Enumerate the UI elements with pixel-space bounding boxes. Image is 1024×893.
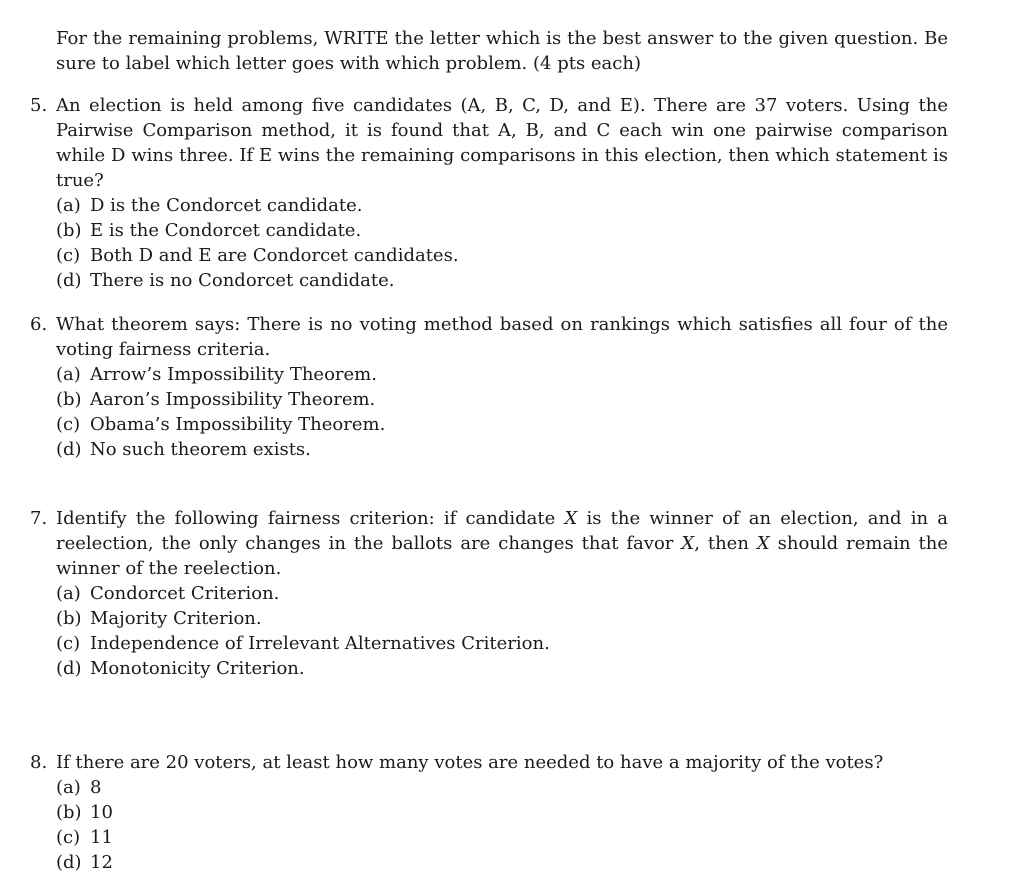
option-label: (c) bbox=[56, 414, 81, 435]
problem-stem: What theorem says: There is no voting method based on rankings which satisfies all four of the voting fairness criteria. bbox=[56, 314, 948, 360]
variable-x: X bbox=[564, 508, 578, 529]
option-text: Independence of Irrelevant Alternatives Criterion. bbox=[90, 633, 550, 654]
option-text: There is no Condorcet candidate. bbox=[90, 270, 395, 291]
problem-number: 8. bbox=[30, 752, 48, 773]
option-label: (c) bbox=[56, 827, 81, 848]
problem-stem: An election is held among five candidates (A, B, C, D, and E). There are 37 voters. Using the Pairwise Comparison method, it is found that A, B, and C each win one pairwise comparison while D wins three. If E wins the remaining comparisons in this election, then which statement is true? bbox=[56, 95, 948, 191]
option-text: Condorcet Criterion. bbox=[90, 583, 280, 604]
option-text: Aaron’s Impossibility Theorem. bbox=[90, 389, 376, 410]
problem-number: 5. bbox=[30, 95, 48, 116]
option-label: (a) bbox=[56, 777, 81, 798]
option-label: (d) bbox=[56, 658, 82, 679]
option-b bbox=[56, 606, 948, 631]
option-d bbox=[56, 656, 948, 681]
option-label: (c) bbox=[56, 245, 81, 266]
stem-text: is the winner of an election, and in a reelection, the only changes in the ballots are changes that favor bbox=[56, 508, 948, 554]
option-text: 8 bbox=[90, 777, 102, 798]
option-text: No such theorem exists. bbox=[90, 439, 311, 460]
option-c bbox=[56, 631, 948, 656]
option-a bbox=[56, 775, 948, 800]
option-label: (b) bbox=[56, 802, 82, 823]
option-a bbox=[56, 581, 948, 606]
option-label: (d) bbox=[56, 270, 82, 291]
option-a bbox=[56, 362, 948, 387]
option-label: (d) bbox=[56, 852, 82, 873]
stem-text: should remain the winner of the reelection. bbox=[56, 533, 948, 579]
answer-options bbox=[56, 581, 948, 681]
option-c bbox=[56, 243, 948, 268]
problem-6 bbox=[30, 312, 948, 462]
problem-8 bbox=[30, 750, 948, 875]
option-text: 10 bbox=[90, 802, 113, 823]
option-a bbox=[56, 193, 948, 218]
problem-number: 6. bbox=[30, 314, 48, 335]
option-b bbox=[56, 218, 948, 243]
option-d bbox=[56, 268, 948, 293]
option-label: (b) bbox=[56, 389, 82, 410]
answer-options bbox=[56, 775, 948, 875]
stem-text: , then bbox=[694, 533, 757, 554]
option-label: (d) bbox=[56, 439, 82, 460]
variable-x: X bbox=[681, 533, 695, 554]
option-label: (a) bbox=[56, 583, 81, 604]
option-b bbox=[56, 800, 948, 825]
problem-stem bbox=[56, 506, 948, 581]
option-label: (b) bbox=[56, 608, 82, 629]
option-label: (a) bbox=[56, 195, 81, 216]
answer-options bbox=[56, 362, 948, 462]
option-label: (b) bbox=[56, 220, 82, 241]
answer-options bbox=[56, 193, 948, 293]
instructions-paragraph: For the remaining problems, WRITE the letter which is the best answer to the given question. Be sure to label which letter goes with which problem. (4 pts each) bbox=[56, 28, 948, 74]
option-text: Majority Criterion. bbox=[90, 608, 262, 629]
variable-x: X bbox=[756, 533, 770, 554]
problem-stem: If there are 20 voters, at least how many votes are needed to have a majority of the votes? bbox=[56, 752, 884, 773]
option-text: Obama’s Impossibility Theorem. bbox=[90, 414, 386, 435]
option-text: Both D and E are Condorcet candidates. bbox=[90, 245, 459, 266]
stem-text: Identify the following fairness criterion: if candidate bbox=[56, 508, 565, 529]
option-d bbox=[56, 437, 948, 462]
option-text: Monotonicity Criterion. bbox=[90, 658, 305, 679]
option-label: (a) bbox=[56, 364, 81, 385]
option-label: (c) bbox=[56, 633, 81, 654]
option-text: 12 bbox=[90, 852, 113, 873]
option-c bbox=[56, 825, 948, 850]
option-b bbox=[56, 387, 948, 412]
option-d bbox=[56, 850, 948, 875]
option-text: E is the Condorcet candidate. bbox=[90, 220, 362, 241]
option-text: D is the Condorcet candidate. bbox=[90, 195, 363, 216]
option-text: 11 bbox=[90, 827, 113, 848]
option-c bbox=[56, 412, 948, 437]
problem-5 bbox=[30, 93, 948, 293]
option-text: Arrow’s Impossibility Theorem. bbox=[90, 364, 377, 385]
problem-7 bbox=[30, 506, 948, 681]
problem-number: 7. bbox=[30, 508, 48, 529]
